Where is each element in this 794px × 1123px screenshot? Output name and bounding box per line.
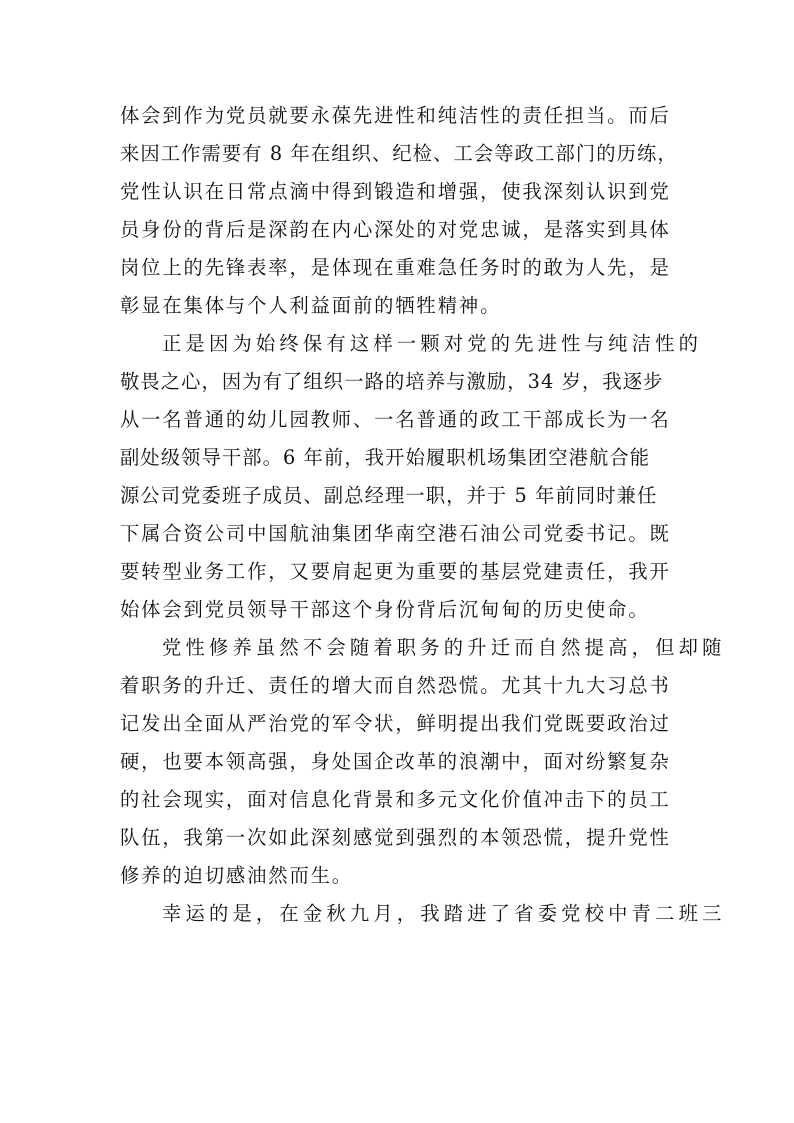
text-line: 敬畏之心，因为有了组织一路的培养与激励，34 岁，我逐步 [120,370,664,393]
paragraph-1 [120,97,676,325]
text-line: 来因工作需要有 8 年在组织、纪检、工会等政工部门的历练， [120,142,678,165]
text-line: 队伍，我第一次如此深刻感觉到强烈的本领恐慌，提升党性 [120,826,671,849]
text-line: 党性修养虽然不会随着职务的升迁而自然提高，但却随 [162,636,726,659]
text-line: 副处级领导干部。6 年前，我开始履职机场集团空港航合能 [120,446,651,469]
text-line: 着职务的升迁、责任的增大而自然恐慌。尤其十九大习总书 [120,674,671,697]
text-line: 彰显在集体与个人利益面前的牺牲精神。 [120,294,502,317]
text-line: 正是因为始终保有这样一颗对党的先进性与纯洁性的 [162,332,703,355]
text-line: 源公司党委班子成员、副总经理一职，并于 5 年前同时兼任 [120,484,658,507]
text-line: 始体会到党员领导干部这个身份背后沉甸甸的历史使命。 [120,598,650,621]
text-line: 要转型业务工作，又要肩起更为重要的基层党建责任，我开 [120,560,671,583]
paragraph-4 [120,895,726,933]
text-line: 党性认识在日常点滴中得到锻造和增强，使我深刻认识到党 [120,180,671,203]
text-line: 修养的迫切感油然而生。 [120,864,353,887]
text-line: 下属合资公司中国航油集团华南空港石油公司党委书记。既 [120,522,671,545]
text-line: 硬，也要本领高强，身处国企改革的浪潮中，面对纷繁复杂 [120,750,671,773]
text-line: 幸运的是，在金秋九月，我踏进了省委党校中青二班三 [162,902,726,925]
body-text [120,97,726,933]
text-line: 岗位上的先锋表率，是体现在重难急任务时的敢为人先，是 [120,256,671,279]
text-line: 体会到作为党员就要永葆先进性和纯洁性的责任担当。而后 [120,104,671,127]
paragraph-3 [120,629,726,895]
text-line: 从一名普通的幼儿园教师、一名普通的政工干部成长为一名 [120,408,671,431]
text-line: 的社会现实，面对信息化背景和多元文化价值冲击下的员工 [120,788,671,811]
paragraph-2 [120,325,703,629]
text-line: 记发出全面从严治党的军令状，鲜明提出我们党既要政治过 [120,712,671,735]
text-line: 员身份的背后是深韵在内心深处的对党忠诚，是落实到具体 [120,218,671,241]
